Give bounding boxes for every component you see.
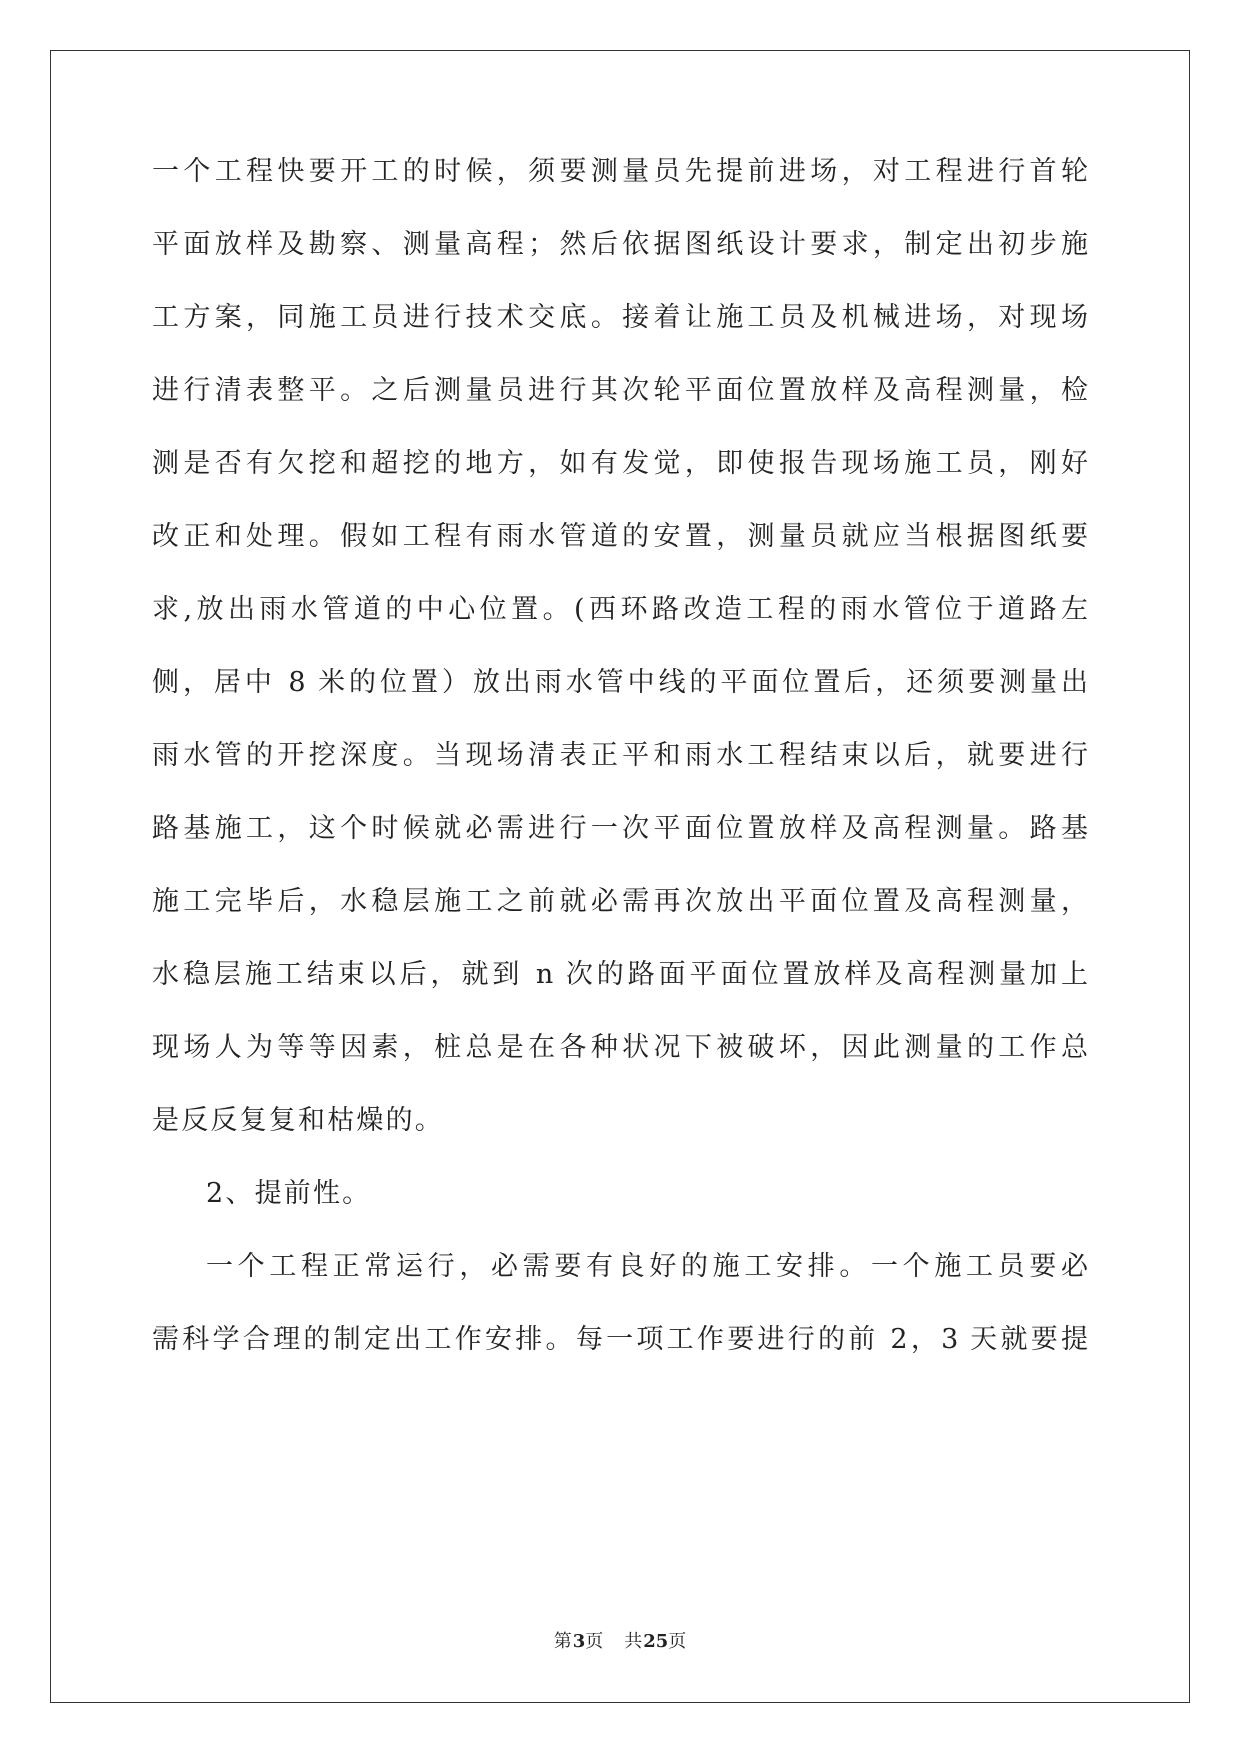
footer-page-unit: 页 [585, 1631, 605, 1652]
body-text-line: 侧，居中 8 米的位置）放出雨水管中线的平面位置后，还须要测量出 [152, 667, 1088, 698]
page-footer [0, 1630, 1241, 1654]
page-number: 3 [572, 1631, 586, 1652]
footer-total-prefix: 共 [624, 1631, 644, 1652]
section-heading: 2、提前性。 [206, 1178, 372, 1209]
body-text-line: 一个工程正常运行，必需要有良好的施工安排。一个施工员要必 [206, 1251, 1088, 1282]
footer-total-unit: 页 [668, 1631, 688, 1652]
body-text-line: 进行清表整平。之后测量员进行其次轮平面位置放样及高程测量，检 [152, 375, 1088, 406]
footer-prefix: 第 [553, 1631, 573, 1652]
body-text-line: 平面放样及勘察、测量高程；然后依据图纸设计要求，制定出初步施 [152, 229, 1088, 260]
body-text-line: 现场人为等等因素，桩总是在各种状况下被破坏，因此测量的工作总 [152, 1032, 1088, 1063]
body-text-line: 是反反复复和枯燥的。 [152, 1105, 444, 1136]
body-text-line: 雨水管的开挖深度。当现场清表正平和雨水工程结束以后，就要进行 [152, 740, 1088, 771]
body-text-line: 改正和处理。假如工程有雨水管道的安置，测量员就应当根据图纸要 [152, 521, 1088, 552]
body-text-line: 测是否有欠挖和超挖的地方，如有发觉，即使报告现场施工员，刚好 [152, 448, 1088, 479]
body-text-line: 施工完毕后，水稳层施工之前就必需再次放出平面位置及高程测量， [152, 886, 1088, 917]
body-text-line: 一个工程快要开工的时候，须要测量员先提前进场，对工程进行首轮 [152, 156, 1088, 187]
body-text-line: 需科学合理的制定出工作安排。每一项工作要进行的前 2，3 天就要提 [152, 1324, 1088, 1355]
total-pages: 25 [643, 1631, 669, 1652]
body-text-line: 路基施工，这个时候就必需进行一次平面位置放样及高程测量。路基 [152, 813, 1088, 844]
body-text-line: 工方案，同施工员进行技术交底。接着让施工员及机械进场，对现场 [152, 302, 1088, 333]
body-text-line: 求,放出雨水管道的中心位置。(西环路改造工程的雨水管位于道路左 [152, 594, 1088, 625]
body-text-line: 水稳层施工结束以后，就到 n 次的路面平面位置放样及高程测量加上 [152, 959, 1088, 990]
